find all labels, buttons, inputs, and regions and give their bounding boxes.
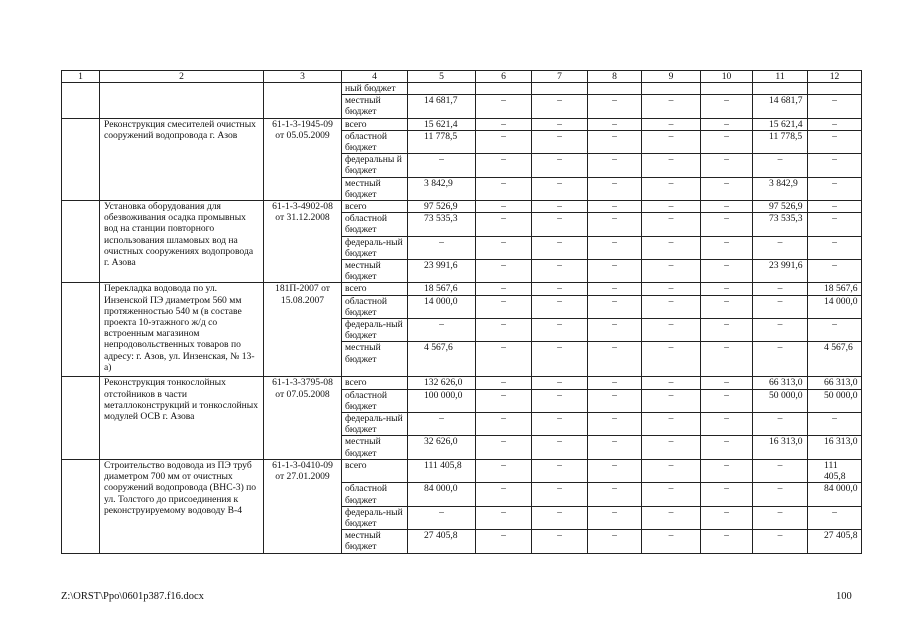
dash-cell: –: [532, 530, 588, 553]
dash-cell: –: [753, 459, 808, 482]
dash-cell: –: [701, 377, 753, 389]
index-cell: [62, 377, 100, 459]
dash-cell: –: [642, 506, 701, 529]
budget-source: областной бюджет: [342, 389, 408, 412]
object-name: Реконструкция смесителей очистных сооружений водопровода г. Азов: [100, 118, 264, 200]
budget-source: местный бюджет: [342, 95, 408, 118]
object-name: Реконструкция тонкослойных отстойников в части металлоконструкций и тонкослойных модулей ОСВ г. Азова: [100, 377, 264, 459]
dash-cell: –: [808, 236, 862, 259]
value-cell: 111 405,8: [808, 459, 862, 482]
dash-cell: –: [408, 154, 476, 177]
dash-cell: [642, 83, 701, 95]
dash-cell: –: [701, 213, 753, 236]
dash-cell: –: [701, 118, 753, 130]
dash-cell: –: [701, 530, 753, 553]
dash-cell: –: [642, 213, 701, 236]
dash-cell: –: [476, 413, 532, 436]
dash-cell: –: [476, 118, 532, 130]
dash-cell: –: [753, 319, 808, 342]
dash-cell: –: [808, 118, 862, 130]
dash-cell: –: [532, 95, 588, 118]
dash-cell: –: [476, 95, 532, 118]
budget-source: федераль-ный бюджет: [342, 319, 408, 342]
dash-cell: –: [532, 413, 588, 436]
dash-cell: –: [701, 319, 753, 342]
dash-cell: –: [476, 201, 532, 213]
column-number: 11: [753, 71, 808, 83]
dash-cell: –: [808, 319, 862, 342]
dash-cell: –: [532, 213, 588, 236]
dash-cell: –: [476, 530, 532, 553]
dash-cell: –: [588, 506, 642, 529]
value-cell: 97 526,9: [408, 201, 476, 213]
dash-cell: –: [753, 295, 808, 318]
dash-cell: –: [701, 201, 753, 213]
index-cell: [62, 118, 100, 200]
dash-cell: –: [701, 506, 753, 529]
document-code: 61-1-3-3795-08 от 07.05.2008: [264, 377, 342, 459]
dash-cell: –: [476, 283, 532, 295]
value-cell: 32 626,0: [408, 436, 476, 459]
dash-cell: –: [642, 389, 701, 412]
index-cell: [62, 83, 100, 119]
value-cell: 18 567,6: [408, 283, 476, 295]
dash-cell: –: [753, 506, 808, 529]
dash-cell: –: [588, 118, 642, 130]
value-cell: 132 626,0: [408, 377, 476, 389]
dash-cell: –: [588, 201, 642, 213]
dash-cell: –: [642, 130, 701, 153]
dash-cell: –: [476, 483, 532, 506]
column-number: 3: [264, 71, 342, 83]
column-number: 6: [476, 71, 532, 83]
column-number: 2: [100, 71, 264, 83]
dash-cell: –: [588, 319, 642, 342]
budget-source: федеральны й бюджет: [342, 154, 408, 177]
dash-cell: –: [532, 118, 588, 130]
document-code: 61-1-3-1945-09 от 05.05.2009: [264, 118, 342, 200]
dash-cell: –: [642, 201, 701, 213]
column-number: 9: [642, 71, 701, 83]
dash-cell: [476, 83, 532, 95]
budget-source: местный бюджет: [342, 342, 408, 377]
dash-cell: –: [642, 319, 701, 342]
dash-cell: –: [753, 154, 808, 177]
dash-cell: –: [701, 154, 753, 177]
value-cell: 11 778,5: [408, 130, 476, 153]
value-cell: 97 526,9: [753, 201, 808, 213]
dash-cell: [808, 83, 862, 95]
budget-source: областной бюджет: [342, 483, 408, 506]
budget-source: областной бюджет: [342, 213, 408, 236]
object-name: Строительство водовода из ПЭ труб диаметром 700 мм от очистных сооружений водопровода (ВНС-3) по ул. Толстого до присоединения к реконструируемому водоводу В-4: [100, 459, 264, 553]
dash-cell: –: [532, 342, 588, 377]
dash-cell: –: [532, 377, 588, 389]
budget-source: всего: [342, 118, 408, 130]
dash-cell: –: [476, 295, 532, 318]
dash-cell: –: [642, 377, 701, 389]
header-row: [62, 71, 862, 83]
table-row: [62, 459, 862, 482]
value-cell: 18 567,6: [808, 283, 862, 295]
dash-cell: –: [532, 130, 588, 153]
budget-source: федераль-ный бюджет: [342, 236, 408, 259]
dash-cell: –: [701, 342, 753, 377]
dash-cell: –: [476, 319, 532, 342]
dash-cell: –: [408, 413, 476, 436]
dash-cell: –: [476, 436, 532, 459]
dash-cell: –: [588, 389, 642, 412]
file-path: Z:\ORST\Ppo\0601p387.f16.docx: [61, 591, 204, 602]
dash-cell: –: [588, 377, 642, 389]
dash-cell: –: [808, 213, 862, 236]
value-cell: 15 621,4: [753, 118, 808, 130]
value-cell: 15 621,4: [408, 118, 476, 130]
dash-cell: –: [642, 483, 701, 506]
dash-cell: [588, 83, 642, 95]
table-row: [62, 283, 862, 295]
dash-cell: –: [476, 389, 532, 412]
budget-source: федераль-ный бюджет: [342, 413, 408, 436]
value-cell: 66 313,0: [808, 377, 862, 389]
value-cell: 50 000,0: [753, 389, 808, 412]
dash-cell: –: [588, 95, 642, 118]
value-cell: 73 535,3: [753, 213, 808, 236]
table-row: [62, 83, 862, 95]
table-row: [62, 377, 862, 389]
dash-cell: –: [588, 413, 642, 436]
value-cell: 111 405,8: [408, 459, 476, 482]
dash-cell: –: [701, 295, 753, 318]
object-name: [100, 83, 264, 119]
dash-cell: –: [701, 483, 753, 506]
document-code: 61-1-3-4902-08 от 31.12.2008: [264, 201, 342, 283]
dash-cell: –: [588, 295, 642, 318]
dash-cell: –: [642, 95, 701, 118]
budget-table: [61, 70, 862, 554]
dash-cell: –: [808, 177, 862, 200]
dash-cell: –: [588, 342, 642, 377]
value-cell: 4 567,6: [808, 342, 862, 377]
value-cell: 14 681,7: [408, 95, 476, 118]
dash-cell: –: [642, 342, 701, 377]
dash-cell: –: [642, 118, 701, 130]
dash-cell: –: [808, 260, 862, 283]
dash-cell: –: [532, 295, 588, 318]
dash-cell: –: [532, 177, 588, 200]
dash-cell: –: [701, 236, 753, 259]
dash-cell: –: [642, 413, 701, 436]
index-cell: [62, 283, 100, 377]
value-cell: 16 313,0: [808, 436, 862, 459]
value-cell: 14 000,0: [408, 295, 476, 318]
index-cell: [62, 459, 100, 553]
dash-cell: –: [753, 236, 808, 259]
dash-cell: –: [642, 530, 701, 553]
budget-source: всего: [342, 201, 408, 213]
budget-source: всего: [342, 459, 408, 482]
dash-cell: –: [408, 236, 476, 259]
dash-cell: –: [701, 283, 753, 295]
dash-cell: [532, 83, 588, 95]
dash-cell: –: [532, 319, 588, 342]
document-code: 61-1-3-0410-09 от 27.01.2009: [264, 459, 342, 553]
dash-cell: –: [701, 177, 753, 200]
dash-cell: –: [588, 283, 642, 295]
column-number: 5: [408, 71, 476, 83]
dash-cell: –: [532, 260, 588, 283]
value-cell: 3 842,9: [753, 177, 808, 200]
dash-cell: –: [532, 201, 588, 213]
dash-cell: –: [588, 130, 642, 153]
dash-cell: –: [476, 236, 532, 259]
object-name: Установка оборудования для обезвоживания осадка промывных вод на станции повторного использования шламовых вод на очистных сооружениях водопровода г. Азова: [100, 201, 264, 283]
dash-cell: –: [476, 506, 532, 529]
dash-cell: –: [588, 483, 642, 506]
value-cell: 3 842,9: [408, 177, 476, 200]
budget-source: всего: [342, 283, 408, 295]
column-number: 12: [808, 71, 862, 83]
dash-cell: –: [808, 506, 862, 529]
value-cell: 23 991,6: [408, 260, 476, 283]
document-code: [264, 83, 342, 119]
value-cell: 11 778,5: [753, 130, 808, 153]
dash-cell: –: [701, 413, 753, 436]
dash-cell: –: [808, 130, 862, 153]
dash-cell: –: [642, 154, 701, 177]
dash-cell: –: [532, 283, 588, 295]
budget-source: федераль-ный бюджет: [342, 506, 408, 529]
value-cell: 66 313,0: [753, 377, 808, 389]
dash-cell: –: [701, 95, 753, 118]
dash-cell: –: [588, 530, 642, 553]
dash-cell: –: [476, 260, 532, 283]
budget-source: местный бюджет: [342, 530, 408, 553]
dash-cell: –: [808, 413, 862, 436]
budget-source: местный бюджет: [342, 177, 408, 200]
dash-cell: –: [532, 459, 588, 482]
dash-cell: –: [701, 260, 753, 283]
value-cell: 84 000,0: [808, 483, 862, 506]
budget-source: всего: [342, 377, 408, 389]
dash-cell: –: [642, 459, 701, 482]
value-cell: 50 000,0: [808, 389, 862, 412]
dash-cell: –: [532, 483, 588, 506]
dash-cell: –: [753, 530, 808, 553]
value-cell: 4 567,6: [408, 342, 476, 377]
dash-cell: –: [476, 377, 532, 389]
dash-cell: –: [588, 260, 642, 283]
budget-source: ный бюджет: [342, 83, 408, 95]
value-cell: 73 535,3: [408, 213, 476, 236]
value-cell: 23 991,6: [753, 260, 808, 283]
budget-source: областной бюджет: [342, 130, 408, 153]
dash-cell: –: [408, 506, 476, 529]
dash-cell: –: [532, 436, 588, 459]
dash-cell: –: [753, 483, 808, 506]
column-number: 8: [588, 71, 642, 83]
dash-cell: –: [642, 295, 701, 318]
dash-cell: –: [588, 436, 642, 459]
dash-cell: –: [642, 436, 701, 459]
value-cell: 100 000,0: [408, 389, 476, 412]
dash-cell: –: [642, 260, 701, 283]
dash-cell: –: [808, 95, 862, 118]
dash-cell: –: [532, 506, 588, 529]
dash-cell: –: [701, 130, 753, 153]
table-row: [62, 201, 862, 213]
value-cell: 27 405,8: [408, 530, 476, 553]
page-number: 100: [836, 591, 852, 602]
dash-cell: –: [476, 213, 532, 236]
dash-cell: –: [642, 283, 701, 295]
dash-cell: –: [408, 319, 476, 342]
dash-cell: [701, 83, 753, 95]
column-number: 10: [701, 71, 753, 83]
value-cell: 16 313,0: [753, 436, 808, 459]
dash-cell: –: [588, 213, 642, 236]
dash-cell: –: [701, 459, 753, 482]
value-cell: 84 000,0: [408, 483, 476, 506]
dash-cell: –: [701, 389, 753, 412]
dash-cell: –: [588, 177, 642, 200]
dash-cell: –: [476, 177, 532, 200]
dash-cell: –: [753, 342, 808, 377]
dash-cell: –: [701, 436, 753, 459]
dash-cell: [408, 83, 476, 95]
dash-cell: –: [532, 236, 588, 259]
index-cell: [62, 201, 100, 283]
column-number: 1: [62, 71, 100, 83]
table-row: [62, 118, 862, 130]
budget-source: областной бюджет: [342, 295, 408, 318]
dash-cell: –: [642, 236, 701, 259]
dash-cell: –: [476, 130, 532, 153]
dash-cell: –: [476, 459, 532, 482]
dash-cell: –: [588, 459, 642, 482]
dash-cell: –: [808, 154, 862, 177]
dash-cell: –: [532, 154, 588, 177]
dash-cell: –: [808, 201, 862, 213]
dash-cell: [753, 83, 808, 95]
document-code: 181П-2007 от 15.08.2007: [264, 283, 342, 377]
object-name: Перекладка водовода по ул. Инзенской ПЭ диаметром 560 мм протяженностью 540 м (в составе проекта 10-этажного ж/д со встроенным магазином непродовольственных товаров по адресу: г. Азов, ул. Инзенская, № 13-а): [100, 283, 264, 377]
budget-source: местный бюджет: [342, 260, 408, 283]
dash-cell: –: [588, 154, 642, 177]
dash-cell: –: [753, 283, 808, 295]
value-cell: 14 000,0: [808, 295, 862, 318]
column-number: 7: [532, 71, 588, 83]
value-cell: 27 405,8: [808, 530, 862, 553]
column-number: 4: [342, 71, 408, 83]
dash-cell: –: [532, 389, 588, 412]
dash-cell: –: [588, 236, 642, 259]
dash-cell: –: [476, 154, 532, 177]
budget-source: местный бюджет: [342, 436, 408, 459]
dash-cell: –: [642, 177, 701, 200]
dash-cell: –: [476, 342, 532, 377]
value-cell: 14 681,7: [753, 95, 808, 118]
dash-cell: –: [753, 413, 808, 436]
